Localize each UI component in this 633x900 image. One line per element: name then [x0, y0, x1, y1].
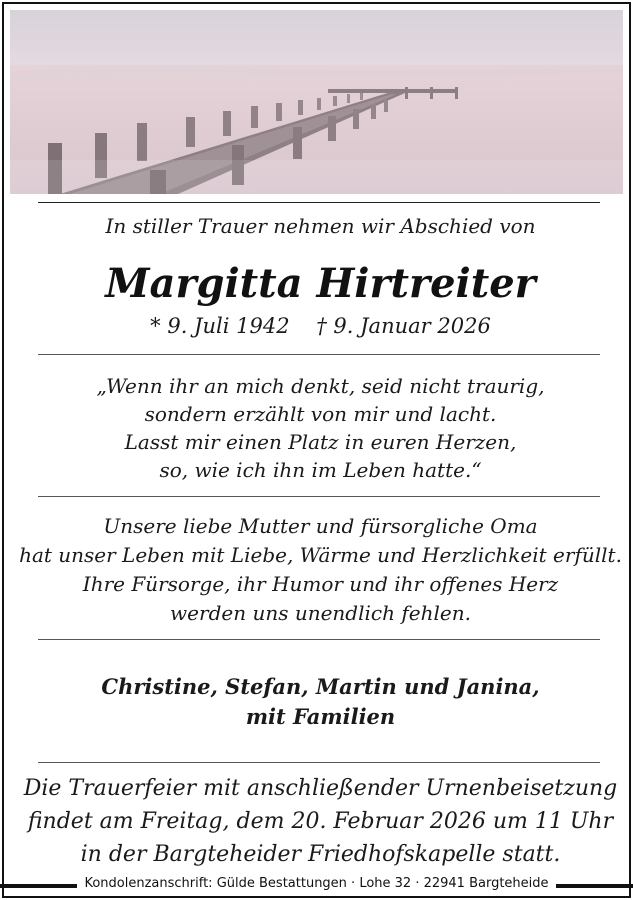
tribute-line: Ihre Fürsorge, ihr Humor und ihr offenes Herz: [82, 572, 559, 596]
tribute-line: Unsere liebe Mutter und fürsorgliche Oma: [103, 514, 538, 538]
quote-line: so, wie ich ihn im Leben hatte.“: [159, 458, 482, 482]
ceremony-line: findet am Freitag, dem 20. Februar 2026 um 11 Uhr: [27, 809, 614, 834]
header-photo: [10, 10, 623, 194]
footer: [0, 874, 633, 896]
tribute-line: werden uns unendlich fehlen.: [170, 601, 471, 625]
quote-line: Lasst mir einen Platz in euren Herzen,: [124, 430, 517, 454]
divider-top: [38, 202, 600, 203]
divider: [38, 496, 600, 497]
tribute-line: hat unser Leben mit Liebe, Wärme und Herzlichkeit erfüllt.: [19, 543, 622, 567]
family-line: Christine, Stefan, Martin und Janina,: [101, 674, 540, 699]
divider: [38, 762, 600, 763]
ceremony-line: in der Bargteheider Friedhofskapelle statt.: [80, 842, 561, 867]
obituary-notice: [2, 2, 631, 898]
life-dates: * 9. Juli 1942 † 9. Januar 2026: [150, 314, 491, 338]
quote-line: sondern erzählt von mir und lacht.: [144, 402, 497, 426]
intro-text: In stiller Trauer nehmen wir Abschied von: [105, 214, 536, 238]
divider: [38, 354, 600, 355]
divider: [38, 639, 600, 640]
condolence-address-text: Kondolenzanschrift: Gülde Bestattungen · Lohe 32 · 22941 Bargteheide: [77, 876, 555, 891]
condolence-address: [0, 876, 633, 891]
ceremony-line: Die Trauerfeier mit anschließender Urnenbeisetzung: [23, 776, 618, 801]
deceased-name: Margitta Hirtreiter: [105, 260, 536, 307]
quote-line: „Wenn ihr an mich denkt, seid nicht traurig,: [96, 374, 545, 398]
family-line: mit Familien: [245, 704, 396, 729]
